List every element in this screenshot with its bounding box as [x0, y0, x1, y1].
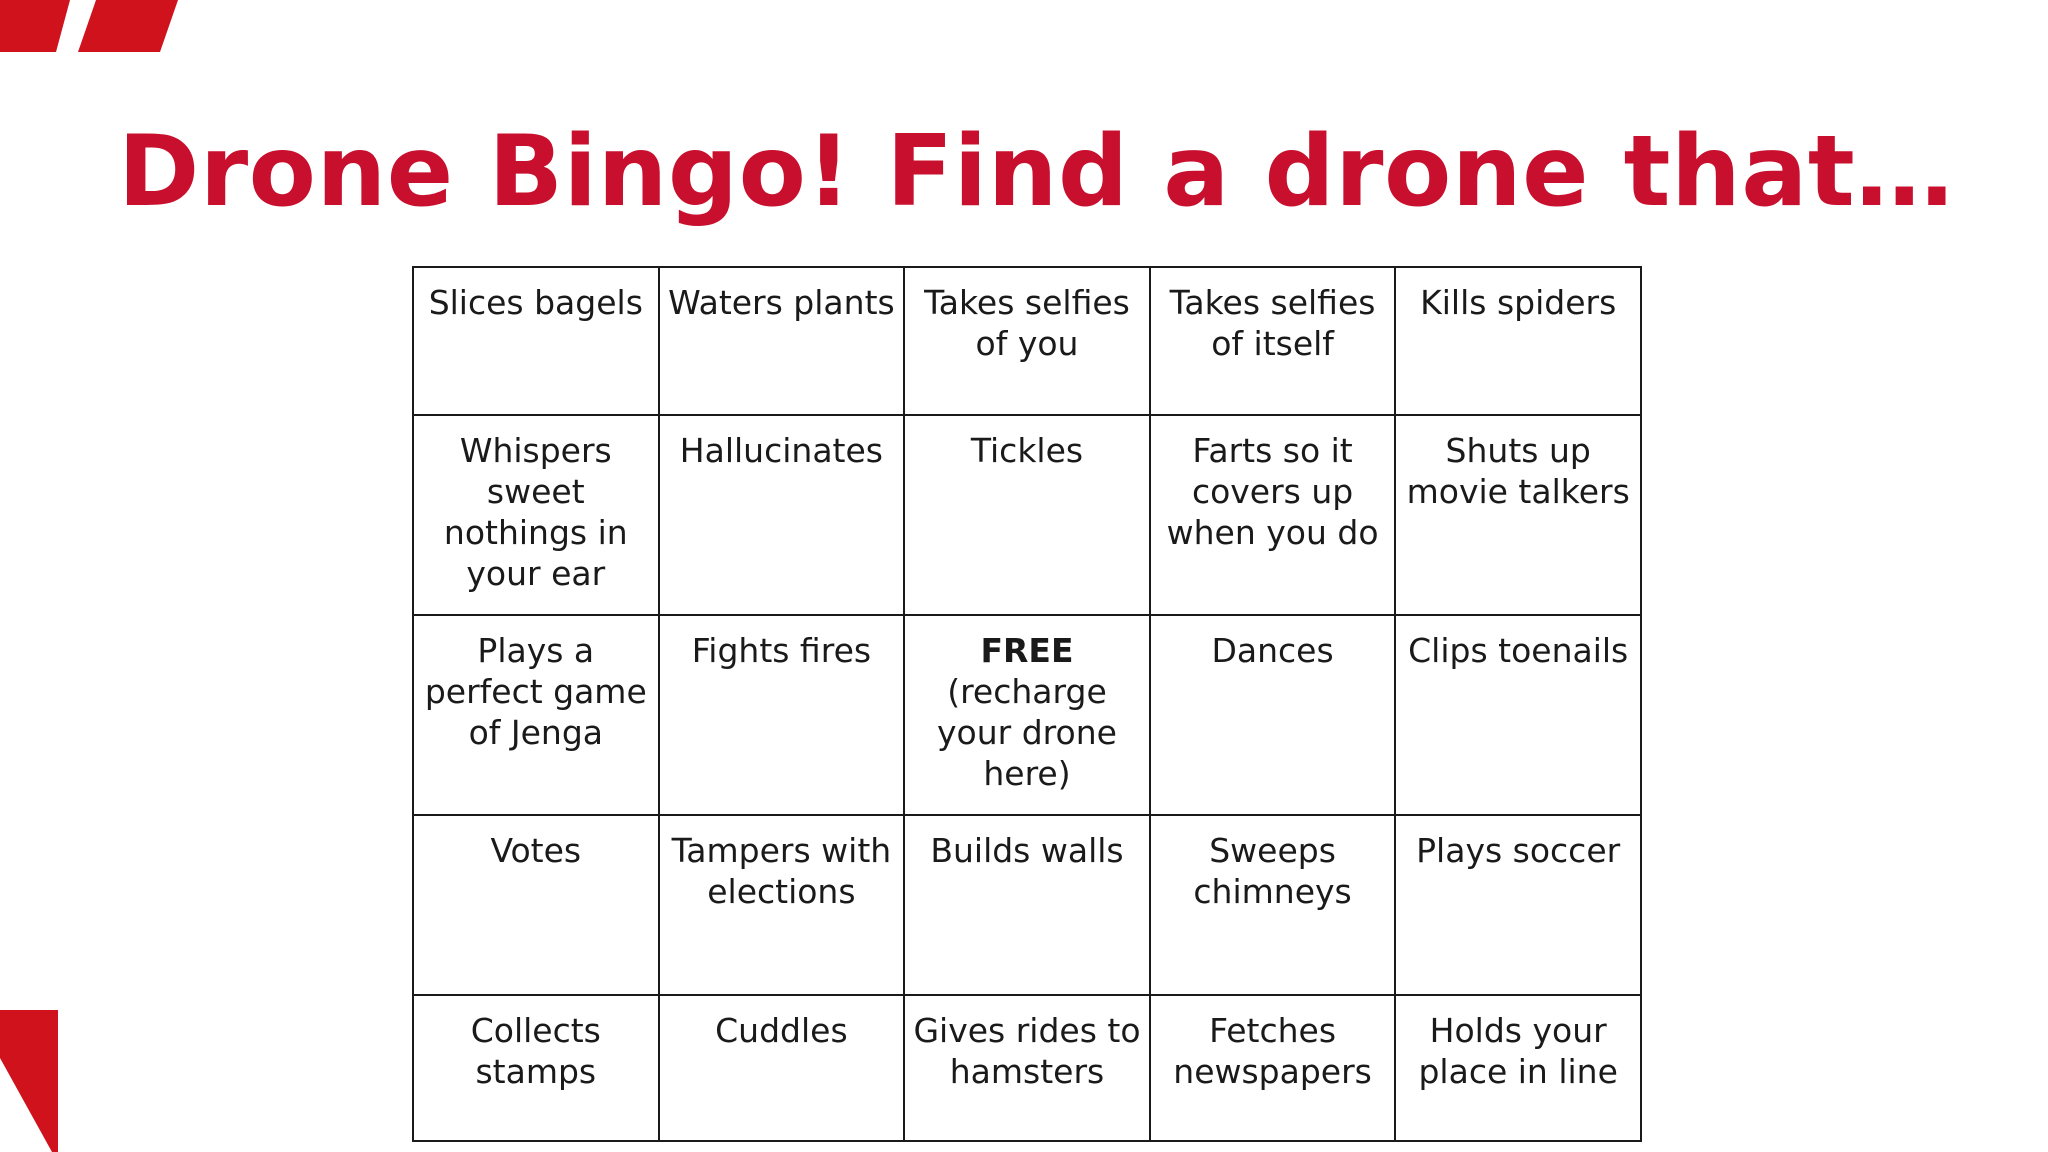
- stripe-shape: [0, 1010, 58, 1152]
- free-space-text: (recharge your drone here): [937, 672, 1117, 793]
- bingo-cell: Clips toenails: [1395, 615, 1641, 815]
- bingo-cell: Sweeps chimneys: [1150, 815, 1396, 995]
- bingo-cell: Cuddles: [659, 995, 905, 1141]
- bingo-cell: Slices bagels: [413, 267, 659, 415]
- decorative-stripes-top-left: [0, 0, 180, 52]
- bingo-cell: Hallucinates: [659, 415, 905, 615]
- stripe-shape: [78, 0, 178, 52]
- bingo-cell: Gives rides to hamsters: [904, 995, 1150, 1141]
- bingo-cell: Tickles: [904, 415, 1150, 615]
- decorative-stripe-bottom-left: [0, 1010, 60, 1152]
- bingo-row: [413, 995, 1641, 1141]
- bingo-cell: Whispers sweet nothings in your ear: [413, 415, 659, 615]
- page-title: Drone Bingo! Find a drone that…: [118, 115, 1954, 229]
- free-space-label: FREE: [980, 631, 1074, 670]
- bingo-cell: Votes: [413, 815, 659, 995]
- bingo-row: [413, 815, 1641, 995]
- bingo-cell: Farts so it covers up when you do: [1150, 415, 1396, 615]
- bingo-cell: Dances: [1150, 615, 1396, 815]
- bingo-cell: Takes selfies of itself: [1150, 267, 1396, 415]
- bingo-cell: Tampers with elections: [659, 815, 905, 995]
- bingo-cell: Plays a perfect game of Jenga: [413, 615, 659, 815]
- bingo-cell: Fetches newspapers: [1150, 995, 1396, 1141]
- stripe-shape: [0, 0, 70, 52]
- bingo-cell: Fights fires: [659, 615, 905, 815]
- bingo-cell: Collects stamps: [413, 995, 659, 1141]
- bingo-cell: Holds your place in line: [1395, 995, 1641, 1141]
- bingo-cell: Kills spiders: [1395, 267, 1641, 415]
- bingo-cell: Takes selfies of you: [904, 267, 1150, 415]
- bingo-row: [413, 615, 1641, 815]
- bingo-cell: Waters plants: [659, 267, 905, 415]
- bingo-card: [412, 266, 1642, 1142]
- bingo-row: [413, 267, 1641, 415]
- free-space-cell: [904, 615, 1150, 815]
- bingo-cell: Plays soccer: [1395, 815, 1641, 995]
- bingo-cell: Shuts up movie talkers: [1395, 415, 1641, 615]
- bingo-cell: Builds walls: [904, 815, 1150, 995]
- bingo-row: [413, 415, 1641, 615]
